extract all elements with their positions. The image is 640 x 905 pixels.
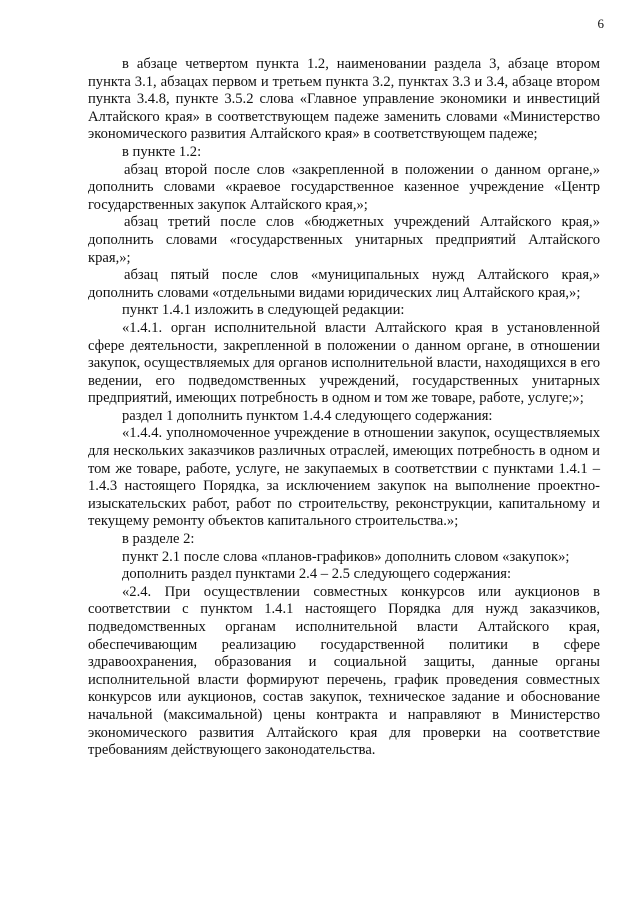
paragraph-11: пункт 2.1 после слова «планов-графиков» дополнить словом «закупок»; — [122, 548, 570, 565]
page-number: 6 — [597, 16, 604, 31]
paragraph-12: дополнить раздел пунктами 2.4 – 2.5 следующего содержания: — [122, 566, 512, 583]
paragraph-13: «2.4. При осуществлении совместных конкурсов или аукционов в соответствии с пунктом 1.4.1 настоящего Порядка для нужд заказчиков, подведомственных органам исполнительной власти Алтайского края, обеспечивающим реализацию государственной политики в сфере здравоохранения, образования и социальной защиты, данные органы исполнительной власти формируют перечень, график проведения совместных конкурсов или аукционов, состав закупок, техническое задание и обоснование начальной (максимальной) цены контракта и направляют в Министерство экономического развития Алтайского края для проверки на соответствие требованиям действующего законодательства. — [88, 583, 600, 759]
paragraph-8: раздел 1 дополнить пунктом 1.4.4 следующего содержания: — [122, 407, 493, 424]
paragraph-1: в абзаце четвертом пункта 1.2, наименовании раздела 3, абзаце втором пункта 3.1, абзацах первом и третьем пункта 3.2, пунктах 3.3 и 3.4, абзаце втором пункта 3.4.8, пункте 3.5.2 слова «Главное управление экономики и инвестиций Алтайского края» в соответствующем падеже заменить словами «Министерство экономического развития Алтайского края» в соответствующем падеже; — [88, 56, 600, 143]
document-body — [88, 56, 600, 760]
paragraph-4: абзац третий после слов «бюджетных учреждений Алтайского края,» дополнить словами «государственных унитарных предприятий Алтайского края,»; — [88, 214, 600, 266]
paragraph-10: в разделе 2: — [122, 531, 195, 548]
paragraph-9: «1.4.4. уполномоченное учреждение в отношении закупок, осуществляемых для нескольких заказчиков различных отраслей, имеющих потребность в одном и том же товаре, работе, услуге, не закупаемых в соответствии с пунктами 1.4.1 – 1.4.3 настоящего Порядка, за исключением закупок на выполнение проектно-изыскательских работ, работ по строительству, реконструкции, капитальному и текущему ремонту объектов капитального строительства.»; — [88, 425, 600, 530]
paragraph-6: пункт 1.4.1 изложить в следующей редакции: — [122, 302, 405, 319]
paragraph-2: в пункте 1.2: — [122, 143, 202, 160]
paragraph-5: абзац пятый после слов «муниципальных нужд Алтайского края,» дополнить словами «отдельными видами юридических лиц Алтайского края,»; — [88, 267, 600, 301]
paragraph-3: абзац второй после слов «закрепленной в положении о данном органе,» дополнить словами «краевое государственное казенное учреждение «Центр государственных закупок Алтайского края,»; — [88, 161, 600, 213]
paragraph-7: «1.4.1. орган исполнительной власти Алтайского края в установленной сфере деятельности, закрепленной в положении о данном органе, в отношении закупок, осуществляемых для органов исполнительной власти, находящихся в его ведении, его подведомственных учреждений, государственных унитарных предприятий, имеющих потребность в одном и том же товаре, работе, услуге;»; — [88, 319, 600, 407]
